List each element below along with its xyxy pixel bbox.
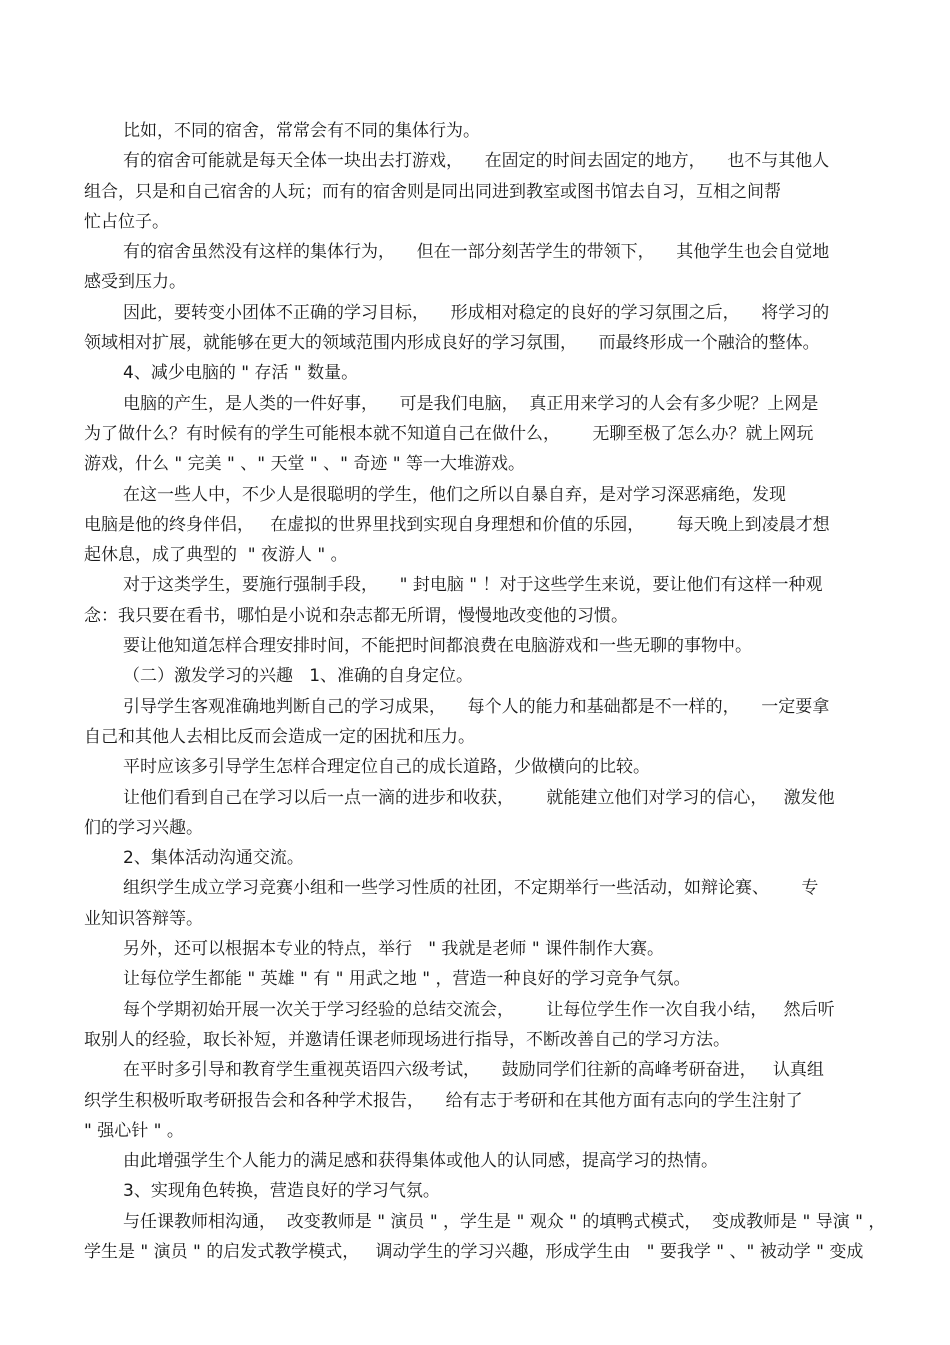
- paragraph-line: 有的宿舍虽然没有这样的集体行为， 但在一部分刻苦学生的带领下， 其他学生也会自觉地: [123, 242, 830, 263]
- paragraph-line: 对于这类学生，要施行强制手段， " 封电脑 " ！对于这些学生来说，要让他们有这样一种观: [123, 575, 823, 596]
- paragraph-line: 因此，要转变小团体不正确的学习目标， 形成相对稳定的良好的学习氛围之后， 将学习的: [123, 302, 830, 323]
- paragraph: [84, 298, 869, 359]
- paragraph: [84, 934, 869, 964]
- paragraph: [84, 480, 869, 571]
- paragraph-line: 由此增强学生个人能力的满足感和获得集体或他人的认同感，提高学习的热情。: [123, 1151, 718, 1172]
- paragraph-line: 感受到压力。: [84, 272, 186, 293]
- paragraph-line: （二）激发学习的兴趣 1、准确的自身定位。: [123, 666, 474, 687]
- paragraph-line: 为了做什么？有时候有的学生可能根本就不知道自己在做什么， 无聊至极了怎么办？就上网玩: [84, 423, 814, 444]
- paragraph: [84, 995, 869, 1056]
- paragraph-line: 比如，不同的宿舍，常常会有不同的集体行为。: [123, 121, 480, 141]
- paragraph: [84, 237, 869, 298]
- paragraph: [84, 570, 869, 631]
- paragraph-line: 在平时多引导和教育学生重视英语四六级考试， 鼓励同学们往新的高峰考研奋进， 认真组: [123, 1060, 824, 1081]
- paragraph-line: 组合，只是和自己宿舍的人玩；而有的宿舍则是同出同进到教室或图书馆去自习，互相之间帮: [84, 181, 781, 202]
- paragraph-line: 让每位学生都能 " 英雄 " 有 " 用武之地 " ，营造一种良好的学习竞争气氛。: [123, 969, 691, 990]
- paragraph-line: 自己和其他人去相比反而会造成一定的困扰和压力。: [84, 726, 475, 747]
- paragraph-line: 引导学生客观准确地判断自己的学习成果， 每个人的能力和基础都是不一样的， 一定要拿: [123, 696, 830, 717]
- paragraph-line: 念：我只要在看书，哪怕是小说和杂志都无所谓，慢慢地改变他的习惯。: [84, 605, 628, 626]
- paragraph-line: 2、集体活动沟通交流。: [123, 848, 304, 869]
- paragraph-line: " 强心针 " 。: [84, 1120, 184, 1141]
- paragraph-line: 有的宿舍可能就是每天全体一块出去打游戏， 在固定的时间去固定的地方， 也不与其他人: [123, 151, 830, 172]
- paragraph: [84, 752, 869, 782]
- document-body: [84, 116, 886, 1267]
- paragraph-line: 电脑的产生，是人类的一件好事， 可是我们电脑， 真正用来学习的人会有多少呢？上网是: [123, 393, 819, 414]
- paragraph: [84, 692, 869, 753]
- paragraph: [84, 1055, 869, 1146]
- paragraph-line: 与任课教师相沟通， 改变教师是 " 演员 " ，学生是 " 观众 " 的填鸭式模式， 变成教师是 " 导演 " ，: [123, 1211, 886, 1232]
- paragraph-line: 平时应该多引导学生怎样合理定位自己的成长道路，少做横向的比较。: [123, 757, 650, 778]
- paragraph-line: 让他们看到自己在学习以后一点一滴的进步和收获， 就能建立他们对学习的信心， 激发他: [123, 787, 835, 808]
- paragraph: [84, 389, 869, 480]
- paragraph: [84, 843, 869, 873]
- paragraph-line: 织学生积极听取考研报告会和各种学术报告， 给有志于考研和在其他方面有志向的学生注射了: [84, 1090, 803, 1111]
- paragraph-line: 业知识答辩等。: [84, 908, 203, 929]
- paragraph-line: 4、减少电脑的 " 存活 " 数量。: [123, 363, 359, 384]
- paragraph-line: 3、实现角色转换，营造良好的学习气氛。: [123, 1181, 440, 1202]
- paragraph-line: 组织学生成立学习竞赛小组和一些学习性质的社团，不定期举行一些活动，如辩论赛、 专: [123, 878, 819, 899]
- paragraph: [84, 1176, 869, 1206]
- paragraph: [84, 1146, 869, 1176]
- paragraph-line: 学生是 " 演员 " 的启发式教学模式， 调动学生的学习兴趣，形成学生由 " 要我学 " 、" 被动学 " 变成: [84, 1241, 864, 1262]
- paragraph: [84, 358, 869, 388]
- paragraph: [84, 873, 869, 934]
- paragraph: [84, 631, 869, 661]
- paragraph-line: 忙占位子。: [84, 211, 169, 232]
- paragraph-line: 起休息，成了典型的 " 夜游人 " 。: [84, 545, 348, 566]
- paragraph-line: 电脑是他的终身伴侣， 在虚拟的世界里找到实现自身理想和价值的乐园， 每天晚上到凌晨才想: [84, 514, 830, 535]
- paragraph: [84, 116, 869, 146]
- paragraph: [84, 783, 869, 844]
- paragraph: [84, 661, 869, 691]
- paragraph-line: 要让他知道怎样合理安排时间，不能把时间都浪费在电脑游戏和一些无聊的事物中。: [123, 636, 752, 657]
- paragraph-line: 们的学习兴趣。: [84, 817, 203, 838]
- paragraph-line: 领域相对扩展，就能够在更大的领域范围内形成良好的学习氛围， 而最终形成一个融洽的整体。: [84, 333, 820, 354]
- paragraph-line: 在这一些人中，不少人是很聪明的学生，他们之所以自暴自弃，是对学习深恶痛绝，发现: [123, 484, 786, 505]
- paragraph-line: 游戏，什么 " 完美 " 、" 天堂 " 、" 奇迹 " 等一大堆游戏。: [84, 454, 525, 475]
- paragraph: [84, 964, 869, 994]
- paragraph: [84, 1207, 886, 1268]
- paragraph-line: 另外，还可以根据本专业的特点，举行 " 我就是老师 " 课件制作大赛。: [123, 939, 665, 960]
- paragraph-line: 取别人的经验，取长补短，并邀请任课老师现场进行指导，不断改善自己的学习方法。: [84, 1029, 730, 1050]
- paragraph: [84, 146, 869, 237]
- paragraph-line: 每个学期初始开展一次关于学习经验的总结交流会， 让每位学生作一次自我小结， 然后听: [123, 999, 835, 1020]
